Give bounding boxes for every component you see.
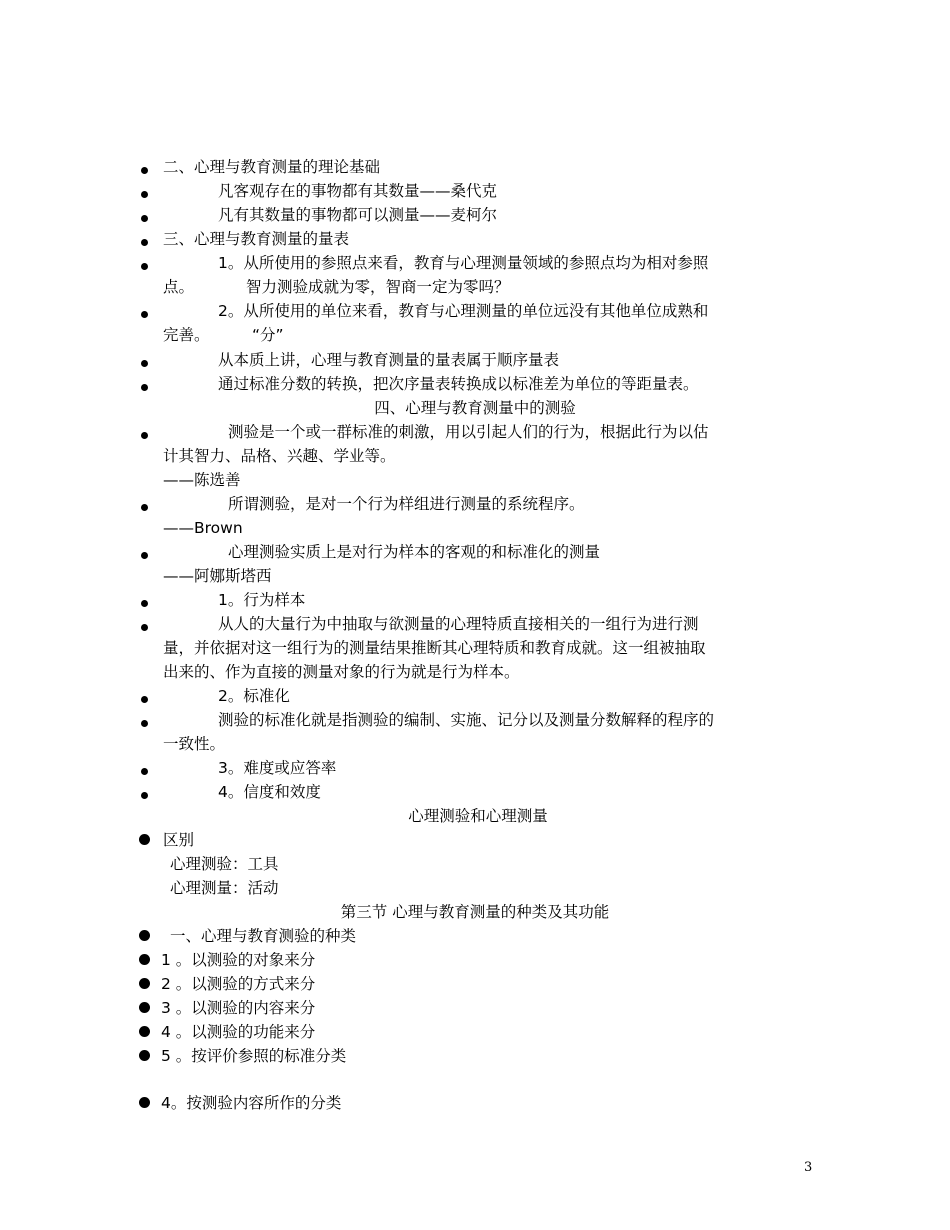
paragraph-text: 心理测验实质上是对行为样本的客观的和标准化的测量 [228, 543, 601, 561]
text-line [0, 852, 950, 876]
bullet [141, 215, 148, 222]
bullet [141, 384, 148, 391]
paragraph-text: 智力测验成就为零，智商一定为零吗？ [246, 278, 510, 296]
list-item: 3 。以测验的内容来分 [161, 999, 316, 1017]
text-line [0, 420, 950, 444]
list-item: 5 。按评价参照的标准分类 [161, 1047, 347, 1065]
paragraph-text: 2。从所使用的单位来看，教育与心理测量的单位远没有其他单位成熟和 [218, 302, 709, 320]
text-line [0, 396, 950, 420]
paragraph-text: 出来的、作为直接的测量对象的行为就是行为样本。 [163, 663, 520, 681]
text-line [0, 612, 950, 636]
paragraph-text: 点。 [163, 278, 195, 296]
bullet [139, 954, 150, 965]
text-line [0, 155, 950, 179]
paragraph-text: 1。从所使用的参照点来看，教育与心理测量领域的参照点均为相对参照 [218, 254, 709, 272]
section-heading: 二、心理与教育测量的理论基础 [163, 158, 381, 176]
bullet [141, 600, 148, 607]
list-item: 4。按测验内容所作的分类 [161, 1094, 342, 1112]
bullet [139, 1026, 150, 1037]
text-line [0, 1044, 950, 1068]
text-line [0, 708, 950, 732]
text-line [0, 636, 950, 660]
list-item: 1 。以测验的对象来分 [161, 951, 316, 969]
quote-text: 凡有其数量的事物都可以测量——麦柯尔 [218, 206, 498, 224]
bullet [141, 432, 148, 439]
paragraph-text: 所谓测验，是对一个行为样组进行测量的系统程序。 [228, 495, 585, 513]
text-line [0, 251, 950, 275]
text-line [0, 348, 950, 372]
list-item: 心理测量：活动 [170, 879, 279, 897]
bullet [141, 552, 148, 559]
paragraph-text: 量，并依据对这一组行为的测量结果推断其心理特质和教育成就。这一组被抽取 [163, 639, 706, 657]
bullet [139, 1050, 150, 1061]
paragraph-text: 一致性。 [163, 735, 226, 753]
text-line [0, 780, 950, 804]
text-line [0, 275, 950, 299]
text-line [0, 972, 950, 996]
bullet [141, 239, 148, 246]
text-line [0, 1091, 950, 1115]
subheading: 3。难度或应答率 [218, 759, 337, 777]
text-line [0, 372, 950, 396]
paragraph-text: 从人的大量行为中抽取与欲测量的心理特质直接相关的一组行为进行测 [218, 615, 699, 633]
bullet [141, 191, 148, 198]
bullet [141, 720, 148, 727]
bullet [141, 167, 148, 174]
text-line [0, 900, 950, 924]
text-line [0, 323, 950, 347]
attribution-text: ——Brown [163, 519, 243, 537]
text-line [0, 588, 950, 612]
text-line [0, 756, 950, 780]
text-line [0, 684, 950, 708]
bullet [141, 311, 148, 318]
attribution-text: ——阿娜斯塔西 [163, 567, 272, 585]
section-heading: 第三节 心理与教育测量的种类及其功能 [340, 903, 610, 921]
quote-text: 凡客观存在的事物都有其数量——桑代克 [218, 182, 498, 200]
text-line [0, 203, 950, 227]
list-item: 2 。以测验的方式来分 [161, 975, 316, 993]
section-heading: 心理测验和心理测量 [408, 807, 548, 825]
section-heading: 四、心理与教育测量中的测验 [374, 399, 576, 417]
paragraph-text: 完善。 [163, 326, 210, 344]
bullet [141, 768, 148, 775]
subheading: 4。信度和效度 [218, 783, 321, 801]
bullet [141, 263, 148, 270]
section-heading: 一、心理与教育测验的种类 [170, 927, 357, 945]
text-line [0, 660, 950, 684]
text-line [0, 227, 950, 251]
text-line [0, 492, 950, 516]
text-line [0, 516, 950, 540]
text-line [0, 924, 950, 948]
subheading: 2。标准化 [218, 687, 290, 705]
section-heading: 三、心理与教育测量的量表 [163, 230, 350, 248]
bullet [141, 624, 148, 631]
bullet [139, 1002, 150, 1013]
text-line [0, 468, 950, 492]
bullet [139, 834, 150, 845]
bullet [139, 930, 150, 941]
bullet [139, 1097, 150, 1108]
paragraph-text: 计其智力、品格、兴趣、学业等。 [163, 447, 396, 465]
text-line [0, 1020, 950, 1044]
bullet [141, 360, 148, 367]
text-line [0, 876, 950, 900]
bullet [141, 504, 148, 511]
text-line [0, 540, 950, 564]
paragraph-text: 测验的标准化就是指测验的编制、实施、记分以及测量分数解释的程序的 [218, 711, 715, 729]
text-line [0, 996, 950, 1020]
text-line [0, 179, 950, 203]
paragraph-text: 测验是一个或一群标准的刺激，用以引起人们的行为，根据此行为以估 [228, 423, 709, 441]
list-item: 心理测验：工具 [170, 855, 279, 873]
text-line [0, 564, 950, 588]
text-line [0, 948, 950, 972]
text-line [0, 299, 950, 323]
bullet [141, 792, 148, 799]
list-item: 4 。以测验的功能来分 [161, 1023, 316, 1041]
paragraph-text: “分” [252, 326, 284, 344]
paragraph-text: 通过标准分数的转换，把次序量表转换成以标准差为单位的等距量表。 [218, 375, 699, 393]
text-line [0, 732, 950, 756]
attribution-text: ——陈选善 [163, 471, 241, 489]
subheading: 1。行为样本 [218, 591, 306, 609]
list-item: 区别 [163, 831, 195, 849]
text-line [0, 444, 950, 468]
paragraph-text: 从本质上讲，心理与教育测量的量表属于顺序量表 [218, 351, 560, 369]
page-number: 3 [804, 1160, 813, 1175]
text-line [0, 804, 950, 828]
bullet [141, 696, 148, 703]
bullet [139, 978, 150, 989]
text-line [0, 828, 950, 852]
